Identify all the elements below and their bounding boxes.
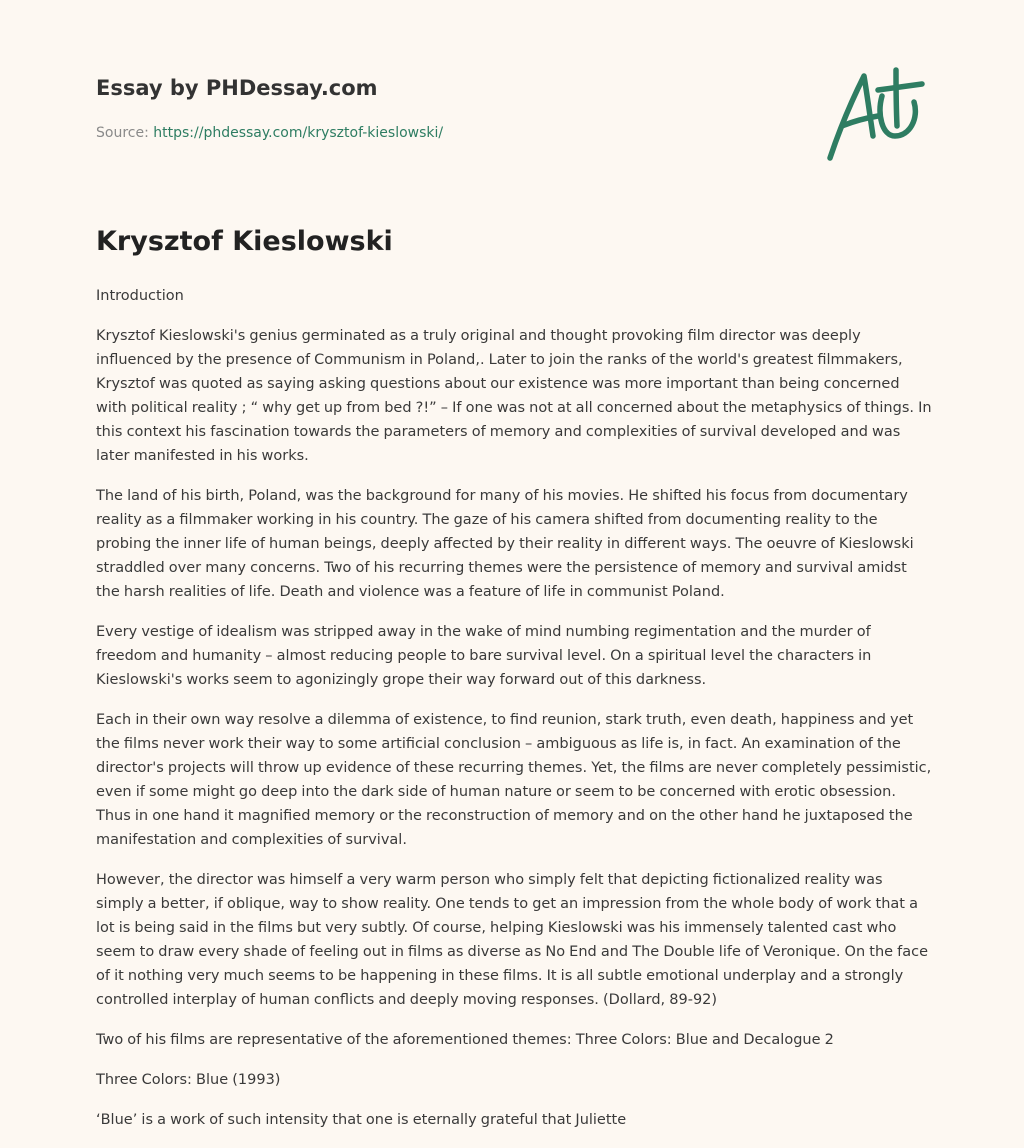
paragraph: Krysztof Kieslowski's genius germinated as a truly original and thought provoking film director was deeply influenced by the presence of Communism in Poland,. Later to join the ranks of the world's greatest filmmakers, Krysztof was quoted as saying asking questions about our existence was more important than being concerned with political reality ; “ why get up from bed ?!” – If one was not at all concerned about the metaphysics of things. In this context his fascination towards the parameters of memory and complexities of survival developed and was later manifested in his works. [96, 328, 932, 464]
section-heading-blue: Three Colors: Blue (1993) [96, 1072, 281, 1088]
source-label: Source: [96, 125, 154, 141]
essay-title: Krysztof Kieslowski [96, 226, 393, 257]
paragraph: However, the director was himself a very warm person who simply felt that depicting fictionalized reality was simply a better, if oblique, way to show reality. One tends to get an impression from the whole body of work that a lot is being said in the films but very subtly. Of course, helping Kieslowski was his immensely talented cast who seem to draw every shade of feeling out in films as diverse as No End and The Double life of Veronique. On the face of it nothing very much seems to be happening in these films. It is all subtle emotional underplay and a strongly controlled interplay of human conflicts and deeply moving responses. (Dollard, 89-92) [96, 872, 929, 1008]
paragraph: Each in their own way resolve a dilemma of existence, to find reunion, stark truth, even death, happiness and yet the films never work their way to some artificial conclusion – ambiguous as life is, in fact. An examination of the director's projects will throw up evidence of these recurring themes. Yet, the films are never completely pessimistic, even if some might go deep into the dark side of human nature or seem to be concerned with erotic obsession. Thus in one hand it magnified memory or the reconstruction of memory and on the other hand he juxtaposed the manifestation and complexities of survival. [96, 712, 932, 848]
source-line [96, 125, 443, 141]
paragraph: Two of his films are representative of the aforementioned themes: Three Colors: Blue and Decalogue 2 [96, 1032, 834, 1048]
paragraph: Every vestige of idealism was stripped away in the wake of mind numbing regimentation and the murder of freedom and humanity – almost reducing people to bare survival level. On a spiritual level the characters in Kieslowski's works seem to agonizingly grope their way forward out of this darkness. [96, 624, 872, 688]
site-brand: Essay by PHDessay.com [96, 76, 378, 100]
paragraph: ‘Blue’ is a work of such intensity that one is eternally grateful that Juliette [96, 1112, 627, 1128]
paragraph: The land of his birth, Poland, was the background for many of his movies. He shifted his focus from documentary reality as a filmmaker working in his country. The gaze of his camera shifted from documenting reality to the probing the inner life of human beings, deeply affected by their reality in different ways. The oeuvre of Kieslowski straddled over many concerns. Two of his recurring themes were the persistence of memory and survival amidst the harsh realities of life. Death and violence was a feature of life in communist Poland. [96, 488, 914, 600]
a-plus-grade-logo [820, 66, 930, 166]
essay-body [96, 284, 934, 1148]
a-plus-logo-svg [820, 66, 930, 166]
source-link[interactable]: https://phdessay.com/krysztof-kieslowski/ [153, 125, 444, 141]
paragraph-introduction: Introduction [96, 288, 184, 304]
